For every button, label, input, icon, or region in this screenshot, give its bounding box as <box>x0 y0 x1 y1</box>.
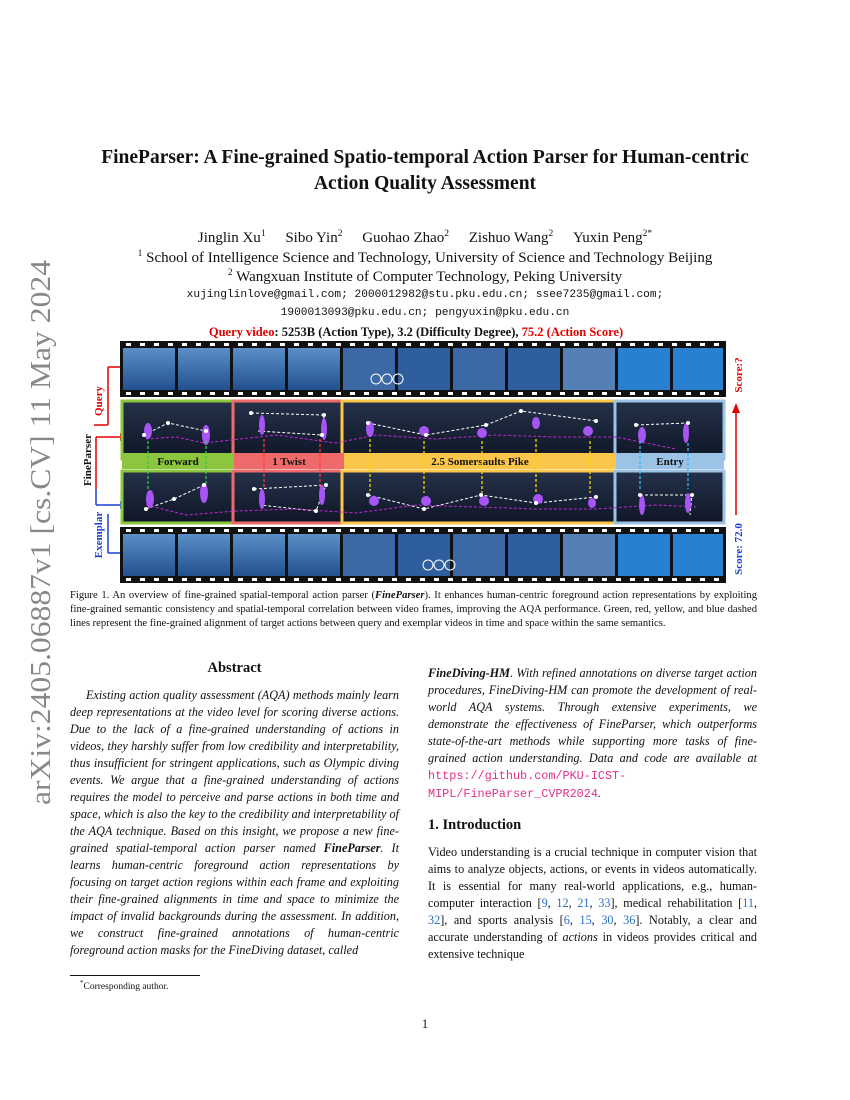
emails-line2: 1900013093@pku.edu.cn; pengyuxin@pku.edu.cn <box>280 307 570 319</box>
right-column-content <box>428 665 757 963</box>
footnote-rule <box>70 975 200 976</box>
code-link[interactable]: https://github.com/PKU-ICST-MIPL/FineParser_CVPR2024 <box>428 769 627 801</box>
query-video-info: : 5253B (Action Type), 3.2 (Difficulty Degree), <box>274 325 522 339</box>
svg-text:Exemplar: Exemplar <box>93 511 105 559</box>
intro-title: 1. Introduction <box>428 817 522 833</box>
arxiv-stamp <box>10 250 62 810</box>
query-video-score: 75.2 (Action Score) <box>521 325 624 339</box>
score-arrows <box>732 357 745 574</box>
segment-band <box>122 453 724 469</box>
paper-title <box>60 145 790 197</box>
figure-caption: Figure 1. An overview of fine-grained spatial-temporal action parser (FineParser). It enhances human-centric foreground action representations by exploiting fine-grained semantic consistency and spatial-temporal correlation between video frames, improving the AQA performance. Green, red, yellow, and blue dashed lines represent the fine-grained alignment of target actions between query and exemplar videos in time and space within the same semantics. <box>70 590 757 629</box>
query-score: Score:? <box>733 357 745 393</box>
figure-header <box>76 325 756 340</box>
affiliation-1: $^1$ School of Intelligence Science and Technology, University of Science and Technology Beijing <box>137 249 713 266</box>
svg-text:Query: Query <box>93 386 105 416</box>
segment-forward: Forward <box>157 456 199 468</box>
affiliation-2: $^2$ Wangxuan Institute of Computer Technology, Peking University <box>227 268 623 285</box>
abstract-continuation: FineDiving-HM. With refined annotations on diverse target action procedures, FineDiving-HM can promote the development of real-world AQA systems. Through extensive experiments, we demonstrate the effectiveness of FineParser, which outperforms state-of-the-art methods while supporting more tasks of fine-grained action understanding. Data and code are available at https://github.com/PKU-ICST-MIPL/FineParser_CVPR2024. <box>428 666 757 801</box>
paper-title-line2: Action Quality Assessment <box>313 173 537 194</box>
fineparser-side-label <box>82 433 126 509</box>
emails-line1: xujinglinlove@gmail.com; 2000012982@stu.pku.edu.cn; ssee7235@gmail.com; <box>186 289 664 301</box>
arxiv-stamp-text: arXiv:2405.06887v1 [cs.CV] 11 May 2024 <box>26 322 57 805</box>
segment-somersaults: 2.5 Somersaults Pike <box>431 456 529 468</box>
query-video-label: Query video <box>208 325 275 339</box>
exemplar-parsing-panel <box>122 471 724 523</box>
query-film-strip <box>120 341 726 397</box>
abstract-text-1: Existing action quality assessment (AQA) methods mainly learn deep representations at the video level for scoring diverse actions. Due to the lack of a fine-grained understanding of actions in videos, they harshly suffer from low credibility and interpretability, thus insufficient for stringent applications, such as Olympic diving events. We argue that a fine-grained understanding of actions requires the model to perceive and parse actions in both time and space, which is also the key to the credibility and interpretability of the AQA technique. Based on this insight, we propose a new fine-grained spatial-temporal action parser named FineParser. It learns human-centric foreground action representations by focusing on target action regions within each frame and exploiting their fine-grained alignments in time and space to minimize the impact of invalid backgrounds during the assessment. In addition, we construct fine-grained annotations of human-centric foreground action masks for the FineDiving dataset, called <box>70 688 399 957</box>
page-number: 1 <box>421 1017 429 1031</box>
exemplar-film-strip <box>120 527 726 583</box>
query-parsing-panel <box>122 401 724 459</box>
author-1: Jinglin Xu$^1$ <box>197 229 266 246</box>
figure-diagram <box>76 339 756 585</box>
exemplar-side-label <box>93 512 122 559</box>
segment-entry: Entry <box>656 456 684 468</box>
left-column <box>70 660 399 959</box>
author-3: Guohao Zhao$^2$ <box>362 229 450 246</box>
paper-title-line1: FineParser: A Fine-grained Spatio-temporal Action Parser for Human-centric <box>101 147 749 168</box>
author-5: Yuxin Peng$^{2*}$ <box>573 229 653 246</box>
exemplar-score: Score: 72.0 <box>733 523 745 575</box>
author-4: Zishuo Wang$^2$ <box>468 229 554 246</box>
author-2: Sibo Yin$^2$ <box>285 229 343 246</box>
query-side-label <box>93 367 122 425</box>
svg-text:FineParser: FineParser <box>82 434 94 486</box>
segment-twist: 1 Twist <box>272 456 306 468</box>
intro-text: Video understanding is a crucial technique in computer vision that aims to analyze objects, actions, or events in videos automatically. It is essential for many real-world applications, e.g., human-computer interaction [9, 12, 21, 33], medical rehabilitation [11, 32], and sports analysis [6, 15, 30, 36]. Notably, a clear and accurate understanding of actions in videos provides critical and extensive technique <box>428 845 758 961</box>
footnote: *Corresponding author. <box>80 979 169 993</box>
abstract-title: Abstract <box>207 660 262 676</box>
figure-1 <box>76 325 756 585</box>
